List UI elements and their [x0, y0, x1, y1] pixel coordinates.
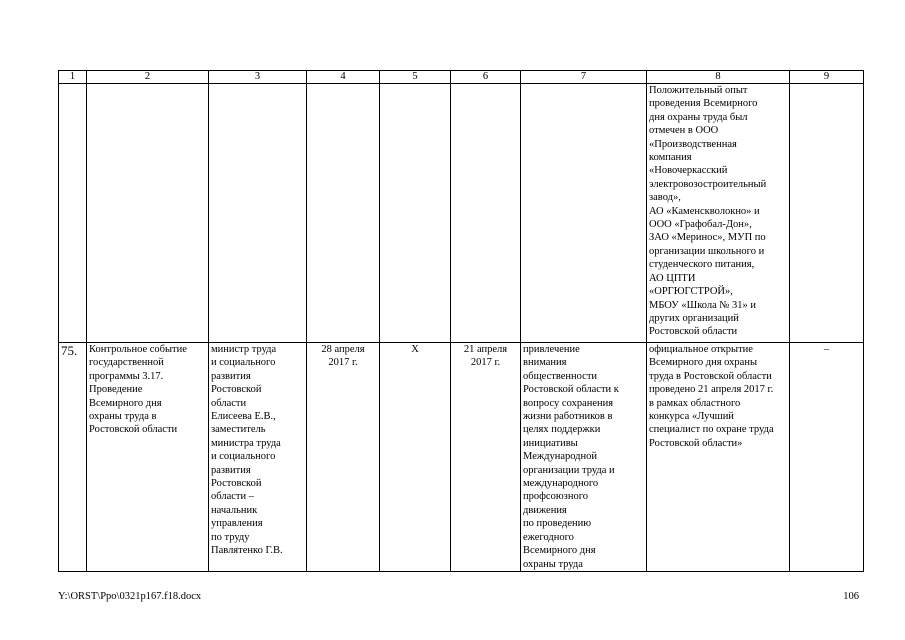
text-line: «Новочеркасский: [649, 165, 728, 177]
text-line: управления: [211, 518, 263, 530]
text-line: электровозостроительный: [649, 178, 767, 190]
text-line: студенческого питания,: [649, 259, 755, 271]
text-line: Ростовской: [211, 478, 262, 490]
text-line: международного: [523, 478, 599, 490]
text-line: Павлятенко Г.В.: [211, 545, 283, 557]
page-number: 106: [843, 591, 859, 602]
empty-cell: [380, 84, 451, 343]
text-line: по труду: [211, 531, 250, 543]
deadline-cell: X: [380, 343, 451, 572]
text-line: области –: [211, 491, 254, 503]
planned-date-cell: [307, 343, 380, 572]
text-line: официальное открытие: [649, 344, 753, 355]
text-line: Всемирного дня охраны: [649, 357, 757, 369]
text-line: АО ЦПТИ: [649, 272, 696, 284]
text-line: МБОУ «Школа № 31» и: [649, 299, 757, 311]
text-line: привлечение: [523, 344, 580, 355]
text-line: 28 апреля: [321, 344, 365, 355]
text-line: ежегодного: [523, 531, 574, 543]
text-line: движения: [523, 504, 567, 516]
description-cell: [521, 343, 647, 572]
text-line: компания: [649, 152, 692, 164]
empty-cell: [307, 84, 380, 343]
text-line: развития: [211, 464, 251, 476]
text-line: Ростовской: [211, 384, 262, 396]
text-line: специалист по охране труда: [649, 424, 774, 436]
text-line: дня охраны труда был: [649, 111, 748, 123]
notes-cell: –: [790, 343, 864, 572]
text-line: охраны труда в: [89, 411, 157, 423]
text-line: по проведению: [523, 518, 592, 530]
text-line: заместитель: [211, 424, 266, 436]
text-line: организации школьного и: [649, 245, 765, 257]
text-line: и социального: [211, 451, 276, 463]
text-line: конкурса «Лучший: [649, 411, 734, 423]
header-cell: 3: [209, 71, 307, 84]
actual-date-cell: [451, 343, 521, 572]
text-line: 21 апреля: [463, 344, 508, 355]
document-table: [58, 70, 864, 572]
text-line: министр труда: [211, 344, 277, 355]
text-line: ЗАО «Меринос», МУП по: [649, 232, 766, 244]
text-line: целях поддержки: [523, 424, 601, 436]
text-line: Проведение: [89, 384, 143, 396]
text-line: ООО «Графобал-Дон»,: [649, 219, 752, 231]
table-row-75: [59, 343, 864, 572]
text-line: 2017 г.: [470, 357, 501, 369]
empty-cell: [87, 84, 209, 343]
text-line: развития: [211, 370, 251, 382]
text-line: других организаций: [649, 312, 739, 324]
text-line: 2017 г.: [328, 357, 358, 369]
responsible-cell: [209, 343, 307, 572]
text-line: жизни работников в: [523, 411, 613, 423]
text-line: Ростовской области: [89, 424, 178, 436]
text-line: завод»,: [649, 192, 681, 204]
text-line: и социального: [211, 357, 276, 369]
text-line: Всемирного дня: [523, 545, 596, 557]
header-cell: 9: [790, 71, 864, 84]
text-line: Всемирного дня: [89, 397, 162, 409]
text-line: труда в Ростовской области: [649, 370, 772, 382]
file-path: Y:\ORST\Ppo\0321p167.f18.docx: [58, 591, 202, 602]
text-line: Ростовской области к: [523, 384, 619, 396]
text-line: программы 3.17.: [89, 370, 164, 382]
text-line: проведено 21 апреля 2017 г.: [649, 384, 774, 396]
text-line: «ОРГЮГСТРОЙ»,: [649, 286, 733, 298]
text-line: АО «Каменскволокно» и: [649, 205, 760, 217]
text-line: Ростовской области»: [649, 437, 743, 449]
continuation-row: [59, 84, 864, 343]
header-cell: 1: [59, 71, 87, 84]
empty-cell: [451, 84, 521, 343]
header-cell: 2: [87, 71, 209, 84]
empty-cell: [59, 84, 87, 343]
text-line: внимания: [523, 357, 567, 369]
text-line: вопросу сохранения: [523, 397, 614, 409]
result-cell: [647, 343, 790, 572]
text-line: государственной: [89, 357, 164, 369]
header-row: [59, 71, 864, 84]
header-cell: 7: [521, 71, 647, 84]
empty-cell: [790, 84, 864, 343]
text-line: организации труда и: [523, 464, 615, 476]
text-line: области: [211, 397, 247, 409]
text-line: профсоюзного: [523, 491, 588, 503]
text-line: Контрольное событие: [89, 344, 187, 355]
text-line: Ростовской области: [649, 326, 738, 338]
text-line: в рамках областного: [649, 397, 741, 409]
header-cell: 5: [380, 71, 451, 84]
header-cell: 8: [647, 71, 790, 84]
text-line: Елисеева Е.В.,: [211, 411, 276, 423]
text-line: общественности: [523, 370, 598, 382]
text-line: проведения Всемирного: [649, 98, 758, 110]
event-name-cell: [87, 343, 209, 572]
row-number: 75.: [59, 343, 87, 572]
header-cell: 6: [451, 71, 521, 84]
text-line: охраны труда: [523, 558, 583, 570]
empty-cell: [209, 84, 307, 343]
text-line: отмечен в ООО: [649, 125, 719, 137]
result-cell: [647, 84, 790, 343]
empty-cell: [521, 84, 647, 343]
text-line: министра труда: [211, 437, 281, 449]
header-cell: 4: [307, 71, 380, 84]
text-line: начальник: [211, 504, 258, 516]
text-line: «Производственная: [649, 138, 737, 150]
text-line: Положительный опыт: [649, 85, 748, 96]
text-line: инициативы: [523, 437, 578, 449]
text-line: Международной: [523, 451, 598, 463]
